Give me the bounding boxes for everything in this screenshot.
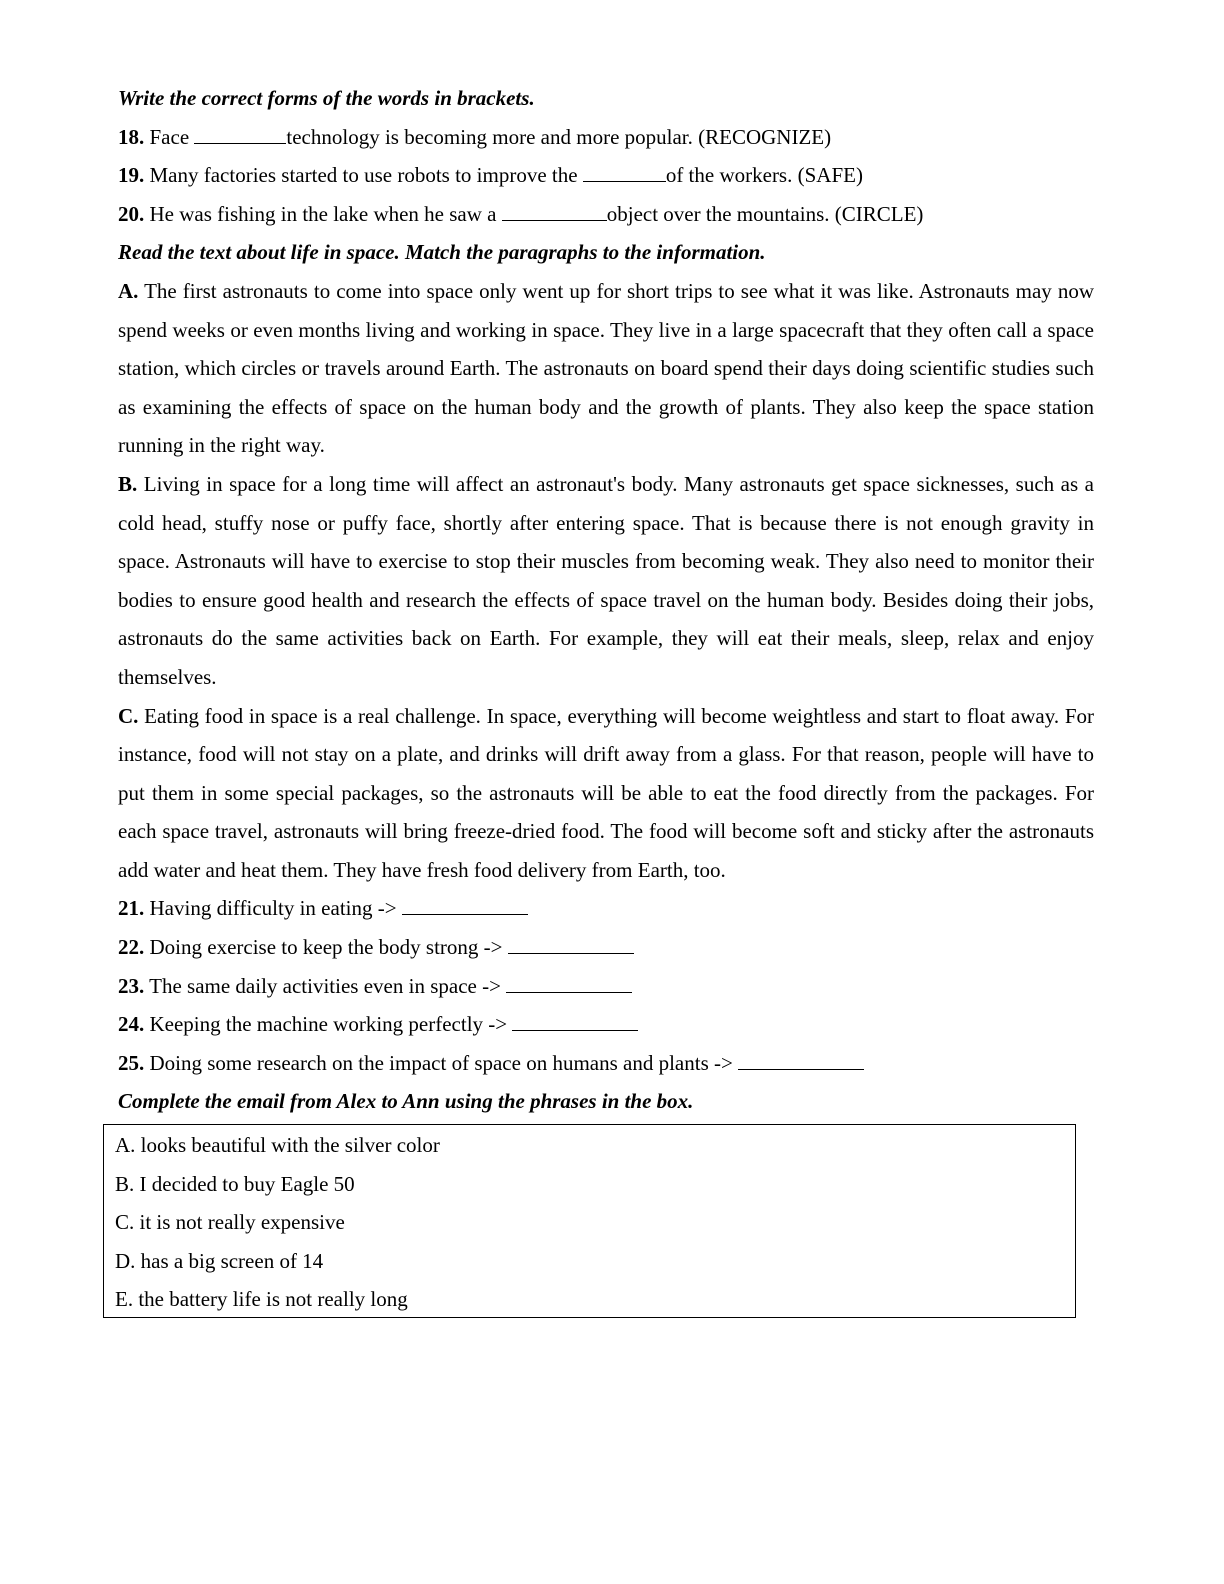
paragraph-text: The first astronauts to come into space only went up for short trips to see what it was like. Astronauts may now spend weeks or even months living and working in space. They live in a large spacecraft that they often call a space station, which circles or travels around Earth. The astronauts on board spend their days doing scientific studies such as examining the effects of space on the human body and the growth of plants. They also keep the space station running in the right way. [118,278,1094,458]
question-number: 22. [118,935,145,960]
paragraph-b [118,465,1094,697]
phrase-option-e: E. the battery life is not really long [115,1287,408,1312]
answer-blank[interactable] [738,1049,864,1070]
question-number: 19. [118,163,145,188]
answer-blank[interactable] [508,933,634,954]
answer-blank[interactable] [194,123,286,144]
paragraph-label: A. [118,278,139,303]
phrase-option-c: C. it is not really expensive [115,1210,345,1235]
question-text: The same daily activities even in space -> [149,973,507,998]
question-text: Doing some research on the impact of space on humans and plants -> [149,1050,739,1075]
answer-blank[interactable] [583,161,666,182]
answer-blank[interactable] [506,972,632,993]
phrase-box [103,1124,1076,1318]
instruction-word-forms: Write the correct forms of the words in brackets. [118,86,535,110]
paragraph-c [118,697,1094,890]
question-text-before: Face [149,124,195,149]
question-text-before: He was fishing in the lake when he saw a [149,201,502,226]
phrase-option-d: D. has a big screen of 14 [115,1248,324,1273]
question-20 [118,195,1094,234]
question-23 [118,967,1094,1006]
answer-blank[interactable] [502,200,607,221]
question-text: Having difficulty in eating -> [149,896,402,921]
instruction-reading: Read the text about life in space. Match the paragraphs to the information. [118,240,766,265]
answer-blank[interactable] [512,1010,638,1031]
question-text: Keeping the machine working perfectly -> [149,1012,513,1037]
question-number: 24. [118,1012,145,1037]
paragraph-label: B. [118,471,138,496]
question-text-before: Many factories started to use robots to improve the [149,163,583,188]
instruction-email: Complete the email from Alex to Ann using the phrases in the box. [118,1089,694,1114]
question-number: 25. [118,1050,145,1075]
question-text-after: of the workers. (SAFE) [665,163,863,188]
question-text-after: technology is becoming more and more popular. (RECOGNIZE) [286,124,832,149]
question-24 [118,1005,1094,1044]
paragraph-text: Eating food in space is a real challenge. In space, everything will become weightless and start to float away. For instance, food will not stay on a plate, and drinks will drift away from a glass. For that reason, people will have to put them in some special packages, so the astronauts will be able to eat the food directly from the packages. For each space travel, astronauts will bring freeze-dried food. The food will become soft and sticky after the astronauts add water and heat them. They have fresh food delivery from Earth, too. [118,703,1094,882]
answer-blank[interactable] [402,894,528,915]
phrase-option-b: B. I decided to buy Eagle 50 [115,1171,355,1196]
question-19 [118,156,1094,195]
question-number: 20. [118,201,145,226]
question-number: 23. [118,973,145,998]
worksheet-page [118,79,1094,1121]
paragraph-label: C. [118,703,139,728]
paragraph-text: Living in space for a long time will affect an astronaut's body. Many astronauts get space sicknesses, such as a cold head, stuffy nose or puffy face, shortly after entering space. That is because there is not enough gravity in space. Astronauts will have to exercise to stop their muscles from becoming weak. They also need to monitor their bodies to ensure good health and research the effects of space travel on the human body. Besides doing their jobs, astronauts do the same activities back on Earth. For example, they will eat their meals, sleep, relax and enjoy themselves. [118,471,1095,689]
question-text: Doing exercise to keep the body strong -> [149,935,508,960]
phrase-option-a: A. looks beautiful with the silver color [115,1133,440,1157]
question-18 [118,118,1094,157]
paragraph-a [118,272,1094,465]
question-25 [118,1044,1094,1083]
question-21 [118,889,1094,928]
question-text-after: object over the mountains. (CIRCLE) [606,201,924,226]
question-number: 21. [118,896,145,921]
question-22 [118,928,1094,967]
question-number: 18. [118,124,145,149]
